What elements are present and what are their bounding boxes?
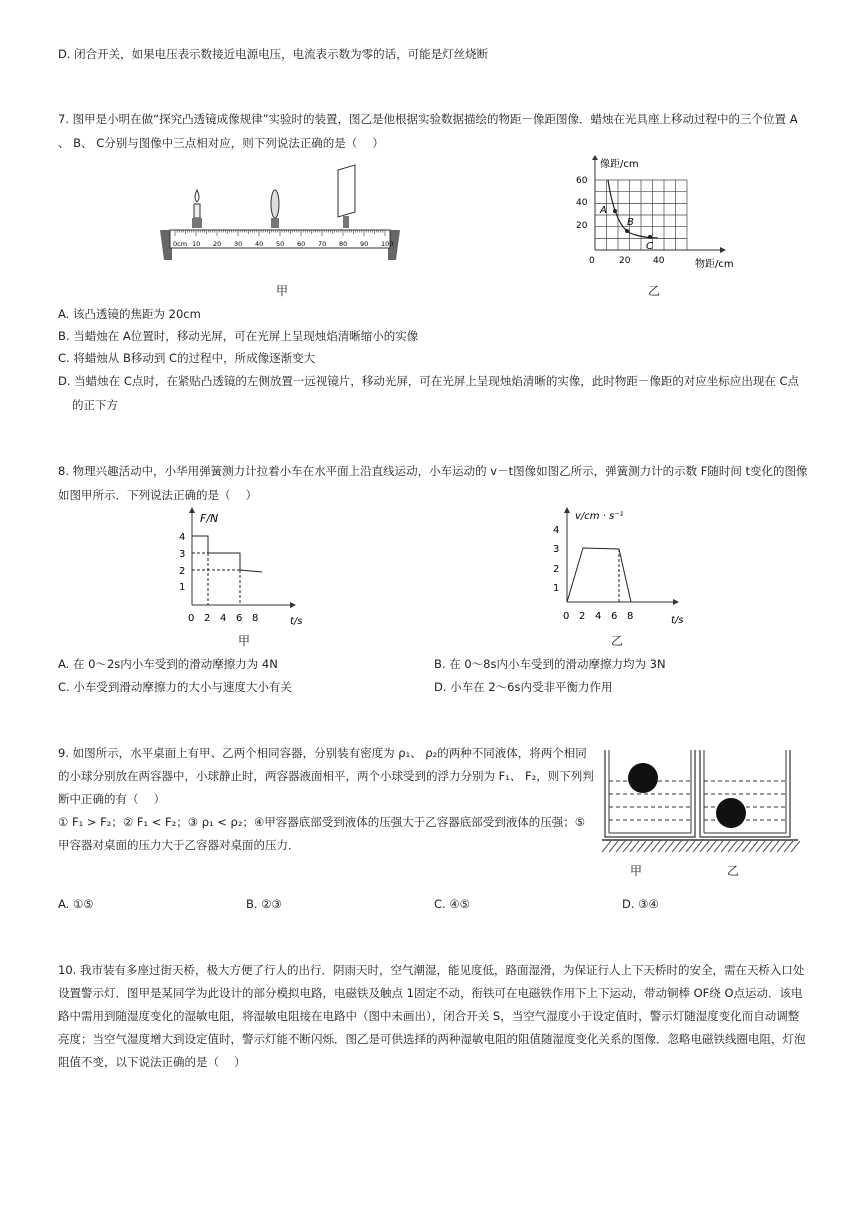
q7-option-b: B. 当蜡烛在 A位置时，移动光屏，可在光屏上呈现烛焰清晰缩小的实像	[58, 329, 419, 343]
q8-v-xtick: 2	[579, 611, 586, 622]
bench-tick-label: 80	[339, 240, 348, 248]
bench-tick-label: 0cm	[173, 240, 188, 248]
q8-fig-yi-caption: 乙	[611, 634, 624, 648]
q7-option-c: C. 将蜡烛从 B移动到 C的过程中，所成像逐渐变大	[58, 351, 316, 365]
point-c	[648, 235, 652, 239]
image-curve	[608, 180, 658, 238]
q8-f-xtick: 8	[252, 613, 259, 624]
table-hatch	[672, 841, 681, 852]
q7-stem-line2: 、 B、 C分别与图像中三点相对应，则下列说法正确的是（ ）	[58, 136, 384, 150]
bench-tick-label: 90	[360, 240, 369, 248]
table-hatch	[693, 841, 702, 852]
q8-f-ytick: 2	[179, 566, 186, 577]
q7-xtick: 40	[653, 256, 665, 266]
q8-v-xlabel: t/s	[671, 615, 684, 626]
bench-tick-label: 100	[381, 240, 394, 248]
convex-lens	[271, 190, 279, 218]
velocity-time-graph	[545, 505, 695, 630]
q9-option-b: B. ②③	[246, 897, 282, 911]
q7-ylabel: 像距/cm	[600, 159, 639, 170]
q7-xlabel: 物距/cm	[695, 259, 734, 270]
q7-xtick: 0	[589, 256, 595, 266]
q8-option-b: B. 在 0～8s内小车受到的滑动摩擦力均为 3N	[434, 657, 666, 671]
q8-f-ylabel: F/N	[200, 512, 219, 525]
q8-v-xtick: 6	[611, 611, 618, 622]
table-hatch	[700, 841, 709, 852]
table-hatch	[665, 841, 674, 852]
bench-tick-label: 70	[318, 240, 327, 248]
q8-v-xtick: 8	[627, 611, 634, 622]
two-containers-figure	[600, 745, 800, 860]
ball-jia	[628, 763, 658, 793]
q8-stem-line1: 8. 物理兴趣活动中，小华用弹簧测力计拉着小车在水平面上沿直线运动，小车运动的 v－t图像如图乙所示，弹簧测力计的示数 F随时间 t变化的图像	[58, 464, 808, 478]
bench-tick-label: 20	[213, 240, 222, 248]
table-hatch	[644, 841, 653, 852]
table-hatch	[791, 841, 800, 852]
table-hatch	[763, 841, 772, 852]
screen-stand	[343, 216, 349, 228]
table-hatch	[777, 841, 786, 852]
q7-option-a: A. 该凸透镜的焦距为 20cm	[58, 307, 201, 321]
candle-stand	[192, 218, 202, 228]
q8-v-ylabel: v/cm · s⁻¹	[575, 511, 624, 522]
q8-v-xtick: 4	[595, 611, 602, 622]
lens-stand	[271, 218, 279, 228]
light-screen	[338, 165, 355, 217]
image-distance-graph	[570, 155, 740, 275]
q9-stem: 9. 如图所示，水平桌面上有甲、乙两个相同容器，分别装有密度为 ρ₁、 ρ₂的两种不同液体，将两个相同的小球分别放在两容器中，小球静止时，两容器液面相平，两个小球受到的浮力分别为 F₁、 F₂，则下列判断中正确的有（ ）	[58, 746, 594, 806]
q7-ytick: 40	[576, 198, 588, 208]
table-hatch	[714, 841, 723, 852]
q7-option-d-line1: D. 当蜡烛在 C点时，在紧贴凸透镜的左侧放置一远视镜片，移动光屏，可在光屏上呈现烛焰清晰的实像，此时物距－像距的对应坐标应出现在 C点	[58, 374, 800, 388]
q8-f-xtick: 2	[204, 613, 211, 624]
bench-tick-label: 50	[276, 240, 285, 248]
table-hatch	[623, 841, 632, 852]
q7-ytick: 60	[576, 176, 588, 186]
table-hatch	[686, 841, 695, 852]
q8-f-ytick: 1	[179, 582, 186, 593]
q8-v-ytick: 4	[553, 525, 560, 536]
q8-f-xlabel: t/s	[290, 616, 303, 627]
q8-fig-jia-caption: 甲	[238, 634, 251, 648]
force-line	[192, 536, 262, 572]
point-a	[613, 209, 617, 213]
q7-option-d-line2: 的正下方	[72, 398, 118, 412]
table-hatch	[742, 841, 751, 852]
candle-flame	[195, 190, 199, 202]
ball-yi	[716, 798, 746, 828]
q10-stem: 10. 我市装有多座过街天桥，极大方便了行人的出行．阴雨天时，空气潮湿，能见度低，路面湿滑，为保证行人上下天桥时的安全，需在天桥入口处设置警示灯．图甲是某同学为此设计的部分模拟电路，电磁铁及触点 1固定不动，衔铁可在电磁铁作用下上下运动，带动铜棒 OF绕 O点运动．该电路中需用到随湿度变化的湿敏电阻，将湿敏电阻接在电路中（图中未画出），闭合开关 S，当空气湿度小于设定值时，警示灯随湿度变化而自动调整亮度；当空气湿度增大到设定值时，警示灯能不断闪烁．图乙是可供选择的两种湿敏电阻的阻值随湿度变化关系的图像．忽略电磁铁线圈电阻，灯泡阻值不变，以下说法正确的是（ ）	[58, 963, 806, 1069]
q8-f-xtick: 6	[236, 613, 243, 624]
optical-bench-figure	[150, 160, 410, 270]
q7-fig-jia-caption: 甲	[276, 284, 289, 298]
table-hatch	[609, 841, 618, 852]
bench-tick-label: 60	[297, 240, 306, 248]
table-hatch	[770, 841, 779, 852]
velocity-line	[567, 548, 631, 602]
table-hatch	[749, 841, 758, 852]
q9-fig-jia-caption: 甲	[630, 864, 643, 878]
q8-stem-line2: 如图甲所示．下列说法正确的是（ ）	[58, 488, 258, 502]
table-hatch	[651, 841, 660, 852]
q7-fig-yi-caption: 乙	[648, 284, 661, 298]
table-hatch	[679, 841, 688, 852]
table-hatch	[637, 841, 646, 852]
table-hatch	[707, 841, 716, 852]
q9-option-c: C. ④⑤	[434, 897, 470, 911]
q8-v-ytick: 1	[553, 583, 560, 594]
point-b	[625, 229, 629, 233]
q9-option-d: D. ③④	[622, 897, 659, 911]
table-hatch	[784, 841, 793, 852]
q8-f-xtick: 0	[188, 613, 195, 624]
bench-tick-label: 40	[255, 240, 264, 248]
table-hatch	[630, 841, 639, 852]
q6-option-d: D. 闭合开关，如果电压表示数接近电源电压，电流表示数为零的话，可能是灯丝烧断	[58, 47, 489, 61]
q8-f-xtick: 4	[220, 613, 227, 624]
bench-tick-label: 30	[234, 240, 243, 248]
table-hatch	[616, 841, 625, 852]
q8-v-ytick: 2	[553, 564, 560, 575]
q8-f-ytick: 4	[179, 532, 186, 543]
q7-stem-line1: 7. 图甲是小明在做“探究凸透镜成像规律”实验时的装置，图乙是他根据实验数据描绘的物距－像距图像．蜡烛在光具座上移动过程中的三个位置 A	[58, 112, 798, 126]
table-hatch	[658, 841, 667, 852]
bench-tick-label: 10	[192, 240, 201, 248]
q8-f-ytick: 3	[179, 549, 186, 560]
q8-option-a: A. 在 0～2s内小车受到的滑动摩擦力为 4N	[58, 657, 278, 671]
q8-v-xtick: 0	[563, 611, 570, 622]
table-hatch	[721, 841, 730, 852]
q9-fig-yi-caption: 乙	[727, 864, 740, 878]
q8-option-d: D. 小车在 2～6s内受非平衡力作用	[434, 680, 613, 694]
table-hatch	[602, 841, 611, 852]
q7-xtick: 20	[619, 256, 631, 266]
label-a: A	[600, 205, 607, 216]
candle	[194, 204, 200, 218]
table-hatch	[756, 841, 765, 852]
q9-statements: ① F₁ > F₂；② F₁ < F₂；③ ρ₁ < ρ₂；④甲容器底部受到液体的压强大于乙容器底部受到液体的压强；⑤甲容器对桌面的压力大于乙容器对桌面的压力．	[58, 815, 586, 852]
table-hatch	[735, 841, 744, 852]
label-c: C	[646, 241, 653, 252]
q8-option-c: C. 小车受到滑动摩擦力的大小与速度大小有关	[58, 680, 292, 694]
q8-v-ytick: 3	[553, 544, 560, 555]
q7-ytick: 20	[576, 221, 588, 231]
force-time-graph	[170, 505, 310, 630]
q9-option-a: A. ①⑤	[58, 897, 94, 911]
table-hatch	[728, 841, 737, 852]
label-b: B	[627, 217, 634, 228]
